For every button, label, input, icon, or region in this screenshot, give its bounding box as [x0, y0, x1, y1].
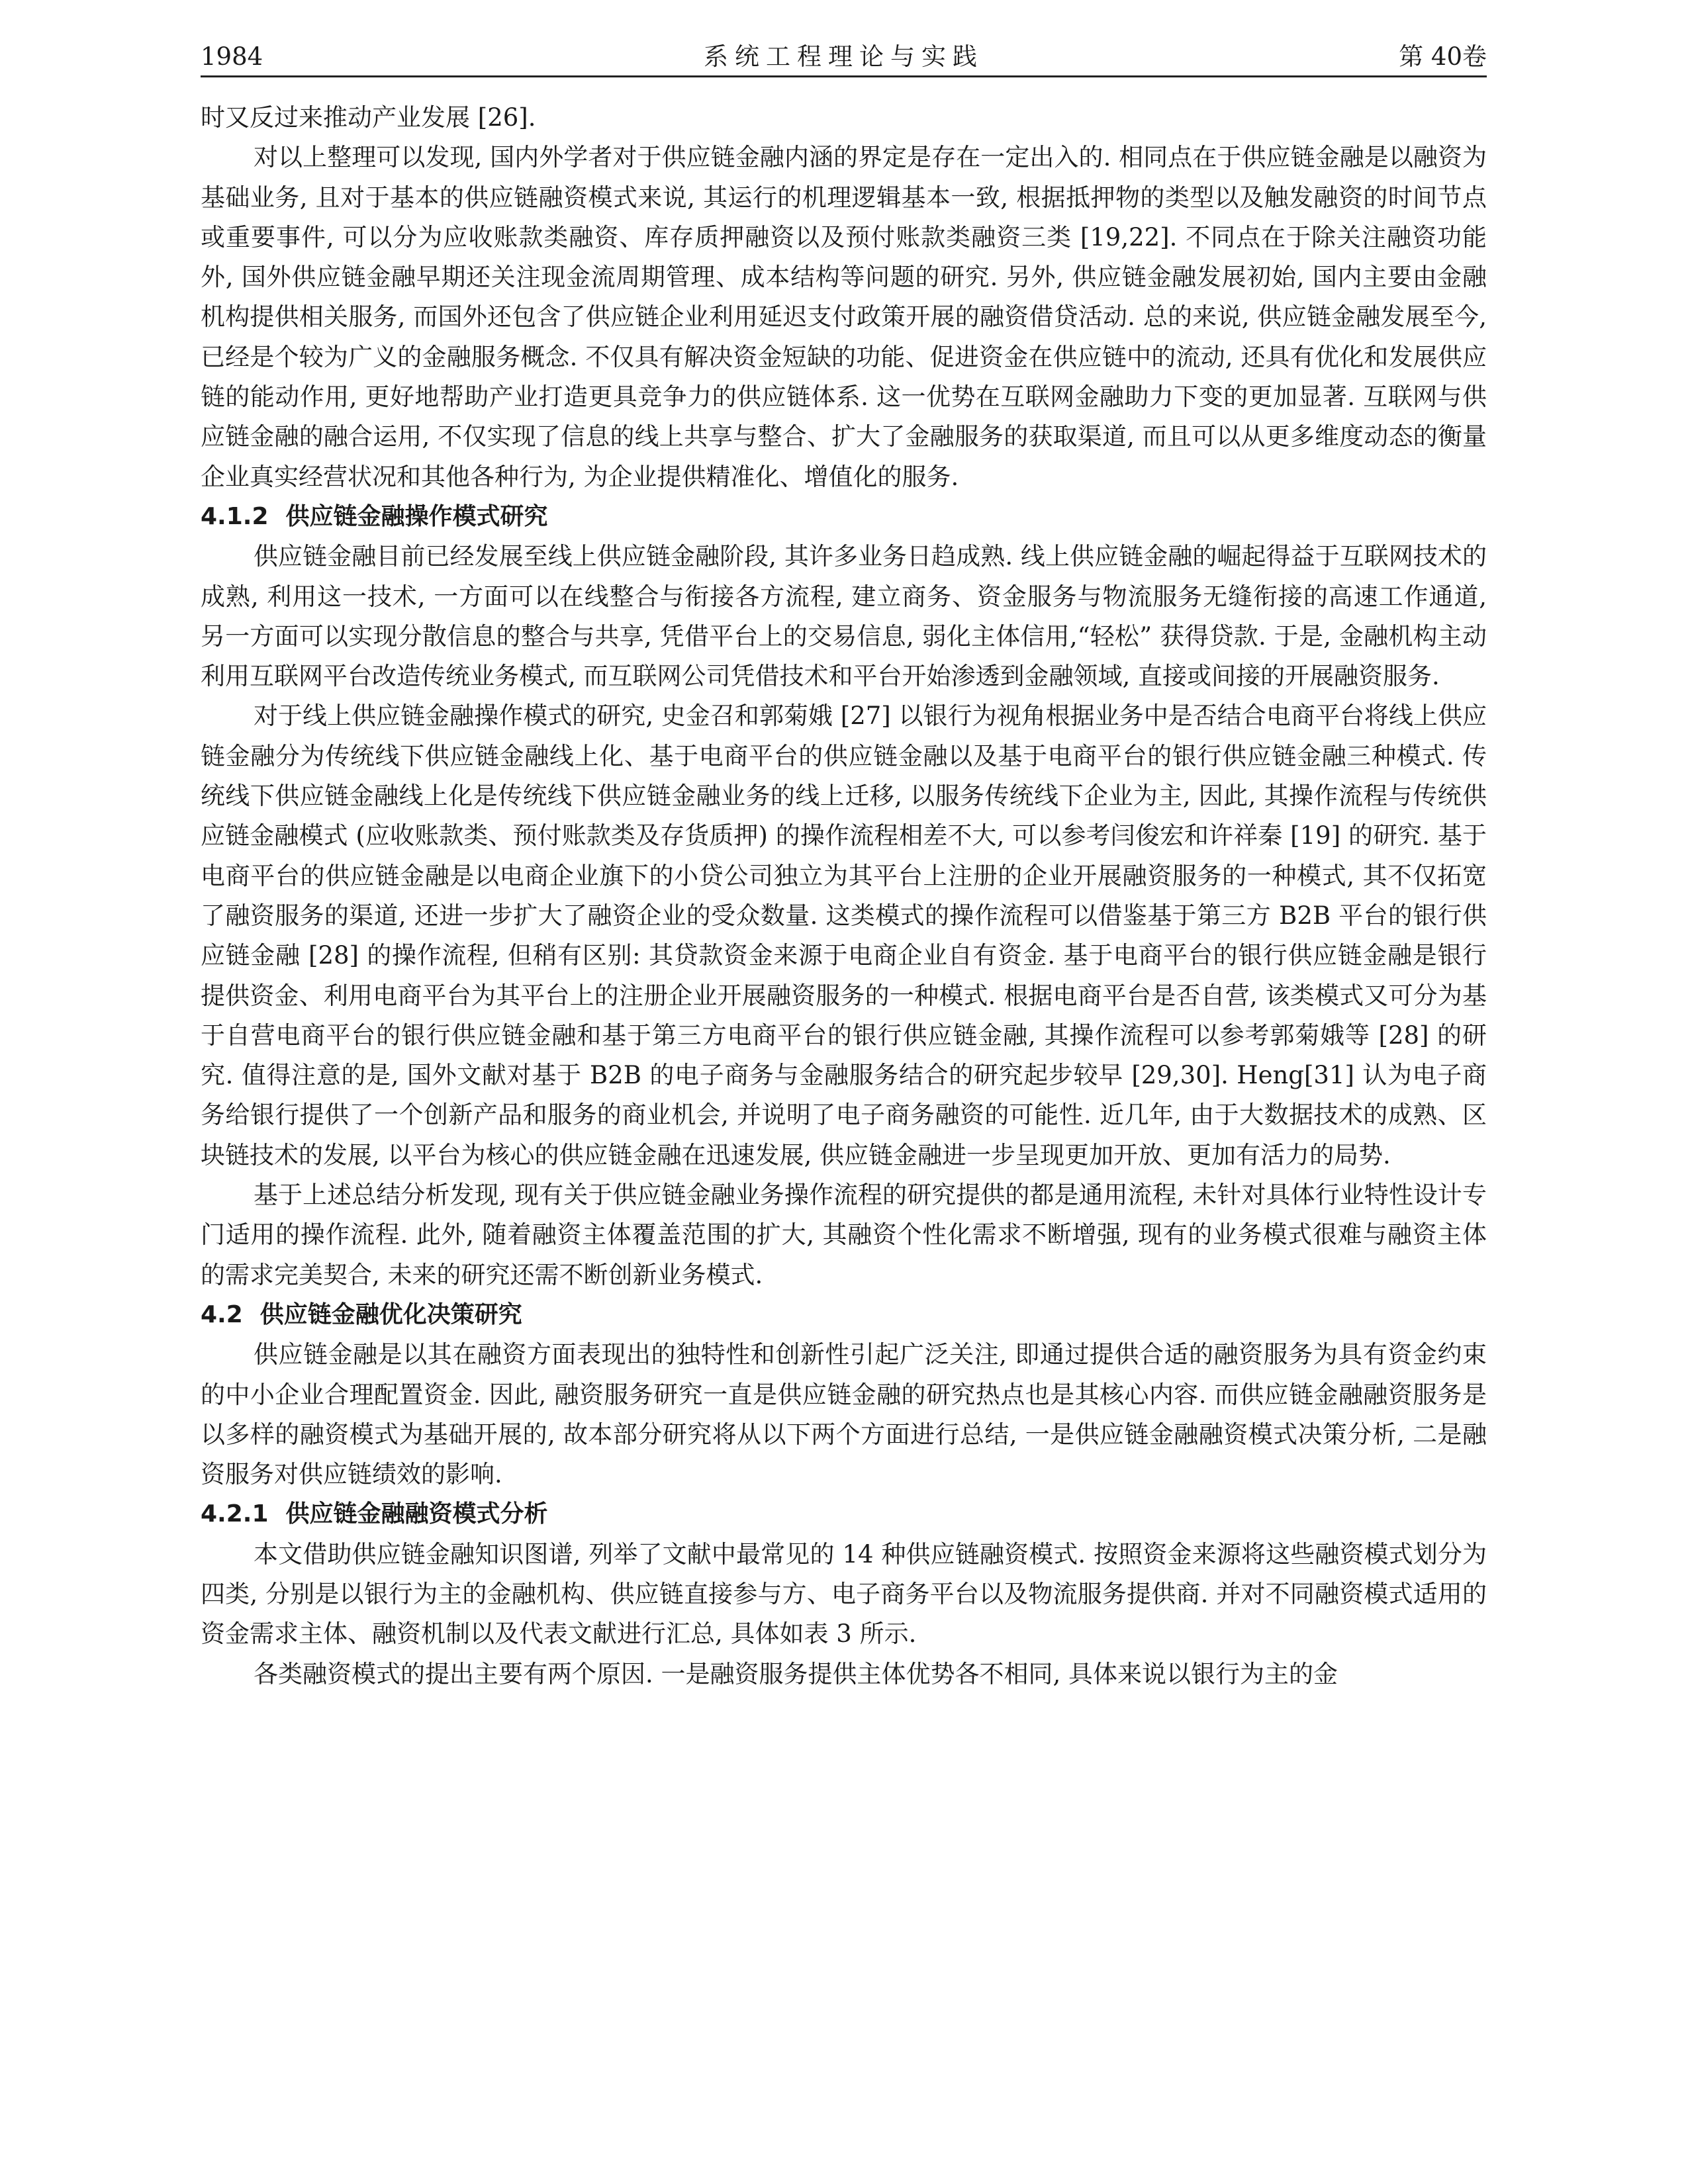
section-heading — [201, 497, 1487, 537]
paragraph: 对以上整理可以发现, 国内外学者对于供应链金融内涵的界定是存在一定出入的. 相同点在于供应链金融是以融资为基础业务, 且对于基本的供应链融资模式来说, 其运行的机理逻辑基本一致, 根据抵押物的类型以及触发融资的时间节点或重要事件, 可以分为应收账款类融资、库存质押融资以及预付账款类融资三类 [19,22]. 不同点在于除关注融资功能外, 国外供应链金融早期还关注现金流周期管理、成本结构等问题的研究. 另外, 供应链金融发展初始, 国内主要由金融机构提供相关服务, 而国外还包含了供应链企业利用延迟支付政策开展的融资借贷活动. 总的来说, 供应链金融发展至今, 已经是个较为广义的金融服务概念. 不仅具有解决资金短缺的功能、促进资金在供应链中的流动, 还具有优化和发展供应链的能动作用, 更好地帮助产业打造更具竞争力的供应链体系. 这一优势在互联网金融助力下变的更加显著. 互联网与供应链金融的融合运用, 不仅实现了信息的线上共享与整合、扩大了金融服务的获取渠道, 而且可以从更多维度动态的衡量企业真实经营状况和其他各种行为, 为企业提供精准化、增值化的服务. — [201, 143, 1487, 491]
volume-label: 第 40卷 — [1399, 42, 1487, 71]
section-heading — [201, 1494, 1487, 1534]
body-text — [201, 98, 1487, 1694]
paragraph: 供应链金融是以其在融资方面表现出的独特性和创新性引起广泛关注, 即通过提供合适的融资服务为具有资金约束的中小企业合理配置资金. 因此, 融资服务研究一直是供应链金融的研究热点也是其核心内容. 而供应链金融融资服务是以多样的融资模式为基础开展的, 故本部分研究将从以下两个方面进行总结, 一是供应链金融融资模式决策分析, 二是融资服务对供应链绩效的影响. — [201, 1340, 1487, 1489]
section-title: 供应链金融优化决策研究 — [259, 1300, 522, 1328]
section-heading — [201, 1295, 1487, 1335]
section-number: 4.2.1 — [201, 1500, 269, 1528]
paragraph: 时又反过来推动产业发展 [26]. — [201, 103, 536, 132]
paragraph: 对于线上供应链金融操作模式的研究, 史金召和郭菊娥 [27] 以银行为视角根据业务中是否结合电商平台将线上供应链金融分为传统线下供应链金融线上化、基于电商平台的供应链金融以及基于电商平台的银行供应链金融三种模式. 传统线下供应链金融线上化是传统线下供应链金融业务的线上迁移, 以服务传统线下企业为主, 因此, 其操作流程与传统供应链金融模式 (应收账款类、预付账款类及存货质押) 的操作流程相差不大, 可以参考闫俊宏和许祥秦 [19] 的研究. 基于电商平台的供应链金融是以电商企业旗下的小贷公司独立为其平台上注册的企业开展融资服务的一种模式, 其不仅拓宽了融资服务的渠道, 还进一步扩大了融资企业的受众数量. 这类模式的操作流程可以借鉴基于第三方 B2B 平台的银行供应链金融 [28] 的操作流程, 但稍有区别: 其贷款资金来源于电商企业自有资金. 基于电商平台的银行供应链金融是银行提供资金、利用电商平台为其平台上的注册企业开展融资服务的一种模式. 根据电商平台是否自营, 该类模式又可分为基于自营电商平台的银行供应链金融和基于第三方电商平台的银行供应链金融, 其操作流程可以参考郭菊娥等 [28] 的研究. 值得注意的是, 国外文献对基于 B2B 的电子商务与金融服务结合的研究起步较早 [29,30]. Heng[31] 认为电子商务给银行提供了一个创新产品和服务的商业机会, 并说明了电子商务融资的可能性. 近几年, 由于大数据技术的成熟、区块链技术的发展, 以平台为核心的供应链金融在迅速发展, 供应链金融进一步呈现更加开放、更加有活力的局势. — [201, 702, 1487, 1169]
page-number: 1984 — [201, 42, 263, 71]
section-title: 供应链金融操作模式研究 — [285, 502, 548, 530]
section-number: 4.2 — [201, 1300, 243, 1328]
paragraph: 供应链金融目前已经发展至线上供应链金融阶段, 其许多业务日趋成熟. 线上供应链金融的崛起得益于互联网技术的成熟, 利用这一技术, 一方面可以在线整合与衔接各方流程, 建立商务、资金服务与物流服务无缝衔接的高速工作通道, 另一方面可以实现分散信息的整合与共享, 凭借平台上的交易信息, 弱化主体信用,“轻松” 获得贷款. 于是, 金融机构主动利用互联网平台改造传统业务模式, 而互联网公司凭借技术和平台开始渗透到金融领域, 直接或间接的开展融资服务. — [201, 542, 1487, 691]
journal-title: 系统工程理论与实践 — [704, 42, 984, 71]
running-header — [201, 38, 1487, 77]
section-title: 供应链金融融资模式分析 — [285, 1500, 548, 1528]
paragraph: 本文借助供应链金融知识图谱, 列举了文献中最常见的 14 种供应链融资模式. 按照资金来源将这些融资模式划分为四类, 分别是以银行为主的金融机构、供应链直接参与方、电子商务平台以及物流服务提供商. 并对不同融资模式适用的资金需求主体、融资机制以及代表文献进行汇总, 具体如表 3 所示. — [201, 1539, 1487, 1649]
paragraph: 基于上述总结分析发现, 现有关于供应链金融业务操作流程的研究提供的都是通用流程, 未针对具体行业特性设计专门适用的操作流程. 此外, 随着融资主体覆盖范围的扩大, 其融资个性化需求不断增强, 现有的业务模式很难与融资主体的需求完美契合, 未来的研究还需不断创新业务模式. — [201, 1181, 1487, 1289]
paragraph: 各类融资模式的提出主要有两个原因. 一是融资服务提供主体优势各不相同, 具体来说以银行为主的金 — [254, 1659, 1338, 1688]
section-number: 4.1.2 — [201, 502, 269, 530]
